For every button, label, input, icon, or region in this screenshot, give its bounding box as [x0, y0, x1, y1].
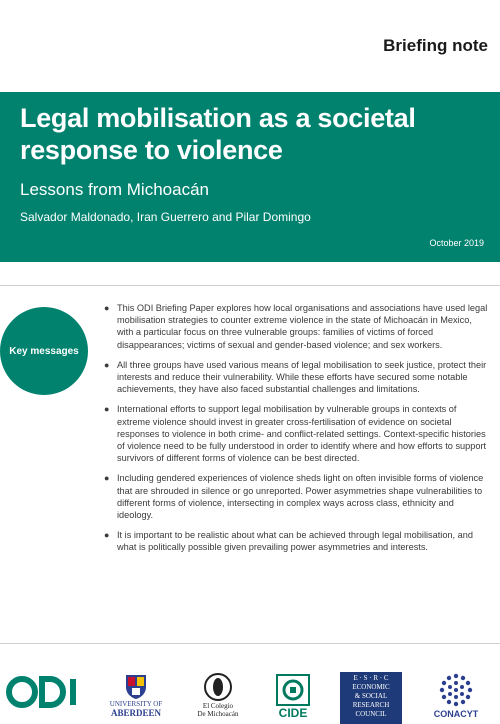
esrc-text-3: & SOCIAL: [354, 692, 388, 700]
colegio-text-1: El Colegio: [202, 702, 234, 710]
publication-date: October 2019: [429, 238, 484, 248]
conacyt-text: CONACYT: [433, 709, 479, 719]
bullet-icon: ●: [104, 530, 110, 541]
cide-logo: [270, 674, 316, 722]
esrc-text-2: ECONOMIC: [352, 683, 390, 691]
bullet-icon: ●: [104, 359, 110, 370]
colegio-emblem-icon: [203, 672, 233, 702]
aberdeen-logo: [104, 674, 168, 722]
key-messages-label: Key messages: [9, 345, 79, 357]
odi-logo-icon: [6, 672, 86, 712]
key-message-item: ● International efforts to support legal mobilisation by vulnerable groups in contexts of extreme violence should invest in greater cross-fertilisation of evidence on societal responses to violence in both crime- and conflict-related settings. Context-specific histories of violence need to be fully understood in order to identify where and how efforts to support survivors of different forms of violence can be best directed.: [104, 404, 487, 464]
key-message-item: ● Including gendered experiences of violence sheds light on often invisible forms of violence that are shrouded in silence or go unreported. Power asymmetries shape vulnerabilities to different forms of violence, intersecting in complex ways across class, ethnicity and ideology.: [104, 473, 484, 521]
esrc-text-1: E · S · R · C: [353, 674, 389, 682]
key-message-item: ● It is important to be realistic about what can be achieved through legal mobilisation, and what is politically possible given prevailing power asymmetries and interests.: [104, 530, 473, 553]
title-line-2: response to violence: [20, 135, 283, 165]
key-message-item: ● This ODI Briefing Paper explores how local organisations and associations have used legal mobilisation strategies to counter extreme violence in the state of Michoacán in Mexico, with a particular focus on three vulnerable groups: families of victims of forced disappearances; victims of sexual and gender-based violence; and sex workers.: [104, 303, 488, 350]
document-title: [20, 102, 480, 166]
aberdeen-text-1: UNIVERSITY OF: [109, 700, 163, 708]
esrc-text-5: COUNCIL: [355, 710, 387, 718]
key-messages-badge: [0, 307, 88, 395]
esrc-text-4: RESEARCH: [352, 701, 390, 709]
cide-text: CIDE: [278, 706, 308, 720]
conacyt-logo: [424, 672, 488, 724]
esrc-logo: [340, 672, 402, 724]
bullet-icon: ●: [104, 303, 110, 313]
document-subtitle: Lessons from Michoacán: [20, 180, 209, 199]
colegio-michoacan-logo: [186, 672, 250, 722]
aberdeen-text-2: ABERDEEN: [110, 708, 161, 718]
divider-bottom: [0, 643, 500, 644]
document-type-label: Briefing note: [383, 36, 488, 55]
colegio-text-2: De Michoacán: [197, 710, 239, 718]
title-banner: [0, 92, 500, 262]
bullet-icon: ●: [104, 404, 110, 415]
bullet-icon: ●: [104, 473, 110, 484]
conacyt-emblem-icon: [438, 672, 474, 708]
key-message-item: ● All three groups have used various means of legal mobilisation to seek justice, protect their interests and reduce their vulnerability. While these efforts have secured some notable achievements, they have also faced substantial challenges and limitations.: [104, 359, 487, 395]
title-line-1: Legal mobilisation as a societal: [20, 103, 416, 133]
odi-logo: [6, 672, 86, 712]
crest-icon: [125, 674, 147, 700]
key-messages-list: [104, 302, 488, 562]
cide-emblem-icon: [276, 674, 310, 706]
divider-top: [0, 285, 500, 286]
document-authors: Salvador Maldonado, Iran Guerrero and Pilar Domingo: [20, 210, 311, 224]
